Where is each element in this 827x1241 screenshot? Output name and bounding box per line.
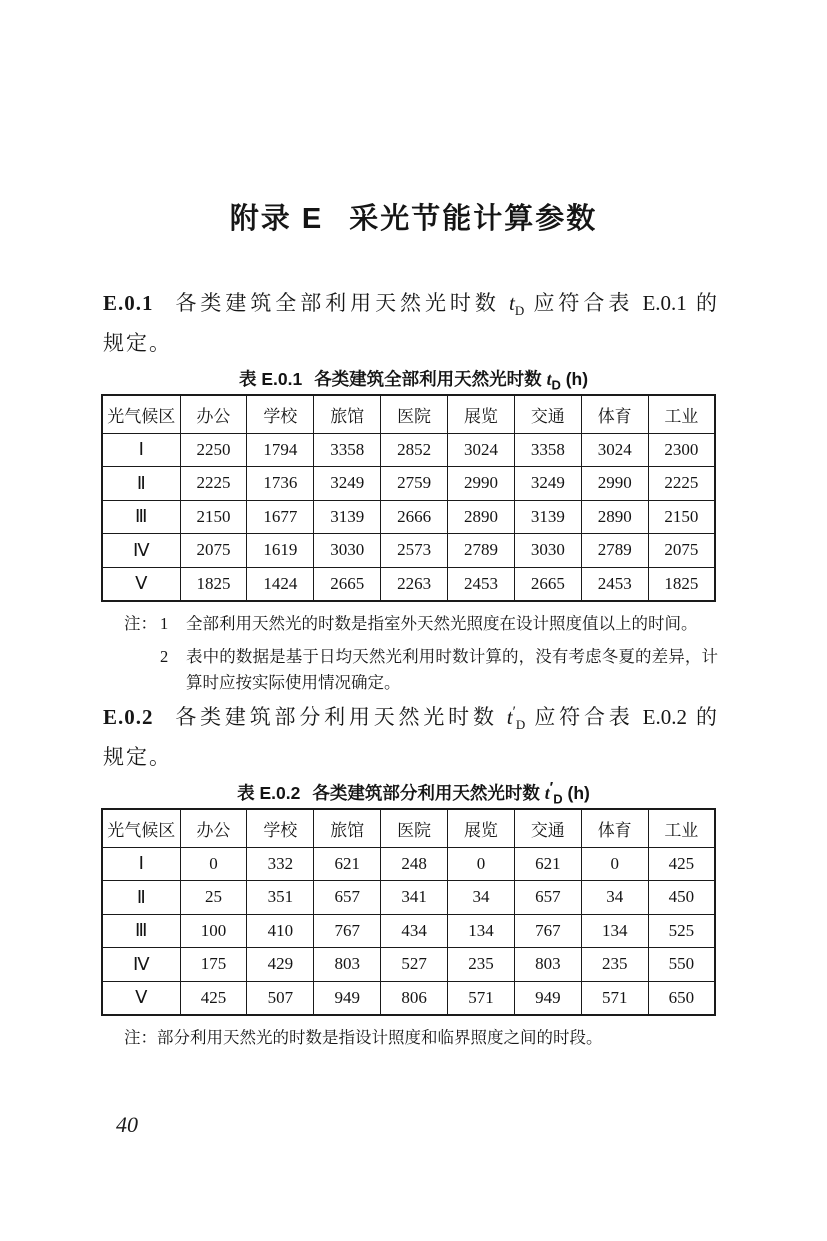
region-cell: Ⅴ [102, 981, 180, 1015]
table-cell: 2665 [314, 567, 381, 601]
note-text: 全部利用天然光的时数是指室外天然光照度在设计照度值以上的时间。 [186, 614, 698, 633]
table-cell: 803 [314, 948, 381, 982]
table-cell: 657 [314, 881, 381, 915]
table-cell: 550 [648, 948, 715, 982]
symbol-tdprime-prime: ′ [512, 704, 516, 720]
table-cell: 2789 [448, 534, 515, 568]
table-cell: 1825 [180, 567, 247, 601]
column-header: 体育 [581, 395, 648, 433]
table-row [102, 948, 715, 982]
table-e01-notes [124, 611, 718, 703]
table-e02-caption [0, 780, 827, 805]
table-cell: 0 [448, 847, 515, 881]
header-row [102, 809, 715, 847]
symbol-td-subscript: D [514, 303, 525, 319]
note-item [124, 611, 718, 637]
appendix-title-text: 采光节能计算参数 [349, 203, 598, 235]
symbol-tdprime-prime: ′ [549, 779, 554, 797]
table-cell: 806 [381, 981, 448, 1015]
table-cell: 507 [247, 981, 314, 1015]
clause-e01-line2: 规定。 [103, 331, 172, 355]
table-cell: 434 [381, 914, 448, 948]
table-cell: 657 [514, 881, 581, 915]
column-header: 学校 [247, 395, 314, 433]
column-header: 光气候区 [102, 395, 180, 433]
table-cell: 2150 [180, 500, 247, 534]
table-e02-caption-prefix: 表 E.0.2 [237, 783, 301, 803]
table-cell: 100 [180, 914, 247, 948]
clause-e01-label: E.0.1 [103, 291, 154, 315]
note-item [124, 644, 718, 696]
header-row [102, 395, 715, 433]
table-cell: 2890 [448, 500, 515, 534]
table-e01 [101, 394, 716, 602]
table-cell: 949 [314, 981, 381, 1015]
clause-e02-line2: 规定。 [103, 745, 172, 769]
symbol-td-subscript: D [551, 377, 561, 393]
table-cell: 2225 [648, 467, 715, 501]
table-cell: 1825 [648, 567, 715, 601]
table-cell: 2453 [581, 567, 648, 601]
table-cell: 2890 [581, 500, 648, 534]
table-cell: 3030 [514, 534, 581, 568]
column-header: 展览 [448, 809, 515, 847]
table-cell: 621 [314, 847, 381, 881]
appendix-label: 附录 E [229, 203, 324, 235]
table-e01-caption [0, 366, 827, 391]
table-cell: 34 [581, 881, 648, 915]
table-cell: 410 [247, 914, 314, 948]
table-e02-note [124, 1024, 718, 1048]
table-row [102, 981, 715, 1015]
table-e02 [101, 808, 716, 1016]
table-cell: 3024 [448, 433, 515, 467]
table-cell: 450 [648, 881, 715, 915]
table-cell: 571 [448, 981, 515, 1015]
table-e02-caption-title: 各类建筑部分利用天然光时数 [312, 783, 545, 803]
clause-e01 [103, 287, 717, 357]
column-header: 光气候区 [102, 809, 180, 847]
column-header: 旅馆 [314, 809, 381, 847]
table-cell: 134 [448, 914, 515, 948]
column-header: 医院 [381, 395, 448, 433]
table-cell: 650 [648, 981, 715, 1015]
table-row [102, 500, 715, 534]
table-cell: 2225 [180, 467, 247, 501]
table-row [102, 881, 715, 915]
table-cell: 425 [648, 847, 715, 881]
table-row [102, 467, 715, 501]
column-header: 医院 [381, 809, 448, 847]
symbol-tdprime-subscript: D [515, 717, 526, 733]
table-e02-caption-unit: (h) [562, 783, 590, 803]
column-header: 旅馆 [314, 395, 381, 433]
table-cell: 2990 [448, 467, 515, 501]
table-cell: 1424 [247, 567, 314, 601]
table-e01-caption-unit: (h) [560, 369, 589, 389]
table-row [102, 914, 715, 948]
note-label: 注： [124, 1028, 157, 1047]
table-cell: 0 [180, 847, 247, 881]
table-cell: 3358 [314, 433, 381, 467]
table-cell: 2300 [648, 433, 715, 467]
table-cell: 34 [448, 881, 515, 915]
table-cell: 332 [247, 847, 314, 881]
table-cell: 351 [247, 881, 314, 915]
table-cell: 425 [180, 981, 247, 1015]
region-cell: Ⅱ [102, 467, 180, 501]
table-cell: 2573 [381, 534, 448, 568]
table-cell: 2150 [648, 500, 715, 534]
table-row [102, 433, 715, 467]
table-cell: 134 [581, 914, 648, 948]
clause-e01-text-before: 各类建筑全部利用天然光时数 [171, 291, 510, 315]
note-number: 1 [160, 614, 169, 633]
table-cell: 527 [381, 948, 448, 982]
column-header: 办公 [180, 809, 247, 847]
table-row [102, 534, 715, 568]
table-cell: 525 [648, 914, 715, 948]
region-cell: Ⅰ [102, 847, 180, 881]
region-cell: Ⅲ [102, 500, 180, 534]
region-cell: Ⅰ [102, 433, 180, 467]
clause-e01-line1 [103, 287, 717, 317]
table-cell: 2789 [581, 534, 648, 568]
table-cell: 3030 [314, 534, 381, 568]
clause-e02-label: E.0.2 [103, 705, 154, 729]
clause-e02-text-after: 应符合表 E.0.2 的 [525, 705, 718, 729]
table-cell: 571 [581, 981, 648, 1015]
table-cell: 803 [514, 948, 581, 982]
table-cell: 2453 [448, 567, 515, 601]
table-cell: 3249 [314, 467, 381, 501]
page-number: 40 [116, 1112, 138, 1137]
table-cell: 621 [514, 847, 581, 881]
symbol-tdprime-subscript: D [553, 791, 563, 807]
table-e01-caption-title: 各类建筑全部利用天然光时数 [314, 369, 547, 389]
table-cell: 2852 [381, 433, 448, 467]
table-cell: 1619 [247, 534, 314, 568]
table-cell: 1736 [247, 467, 314, 501]
table-cell: 341 [381, 881, 448, 915]
table-row [102, 847, 715, 881]
region-cell: Ⅳ [102, 534, 180, 568]
note-text: 表中的数据是基于日均天然光利用时数计算的，没有考虑冬夏的差异，计算时应按实际使用情况确定。 [186, 647, 718, 692]
table-cell: 2990 [581, 467, 648, 501]
column-header: 交通 [514, 809, 581, 847]
symbol-td-base: t [509, 291, 515, 315]
table-cell: 0 [581, 847, 648, 881]
symbol-tdprime-base: t [506, 705, 513, 729]
column-header: 体育 [581, 809, 648, 847]
column-header: 学校 [247, 809, 314, 847]
column-header: 工业 [648, 809, 715, 847]
column-header: 办公 [180, 395, 247, 433]
clause-e01-text-after: 应符合表 E.0.1 的 [524, 291, 717, 315]
column-header: 展览 [448, 395, 515, 433]
clause-e02 [103, 701, 717, 771]
table-cell: 3024 [581, 433, 648, 467]
table-cell: 3139 [314, 500, 381, 534]
table-cell: 429 [247, 948, 314, 982]
table-cell: 235 [581, 948, 648, 982]
region-cell: Ⅱ [102, 881, 180, 915]
symbol-tdprime-base: t [544, 783, 550, 803]
table-cell: 2263 [381, 567, 448, 601]
table-cell: 767 [514, 914, 581, 948]
symbol-td-base: t [546, 369, 552, 389]
table-cell: 1677 [247, 500, 314, 534]
table-e01-caption-prefix: 表 E.0.1 [238, 369, 303, 389]
region-cell: Ⅳ [102, 948, 180, 982]
table-cell: 235 [448, 948, 515, 982]
region-cell: Ⅴ [102, 567, 180, 601]
table-cell: 2665 [514, 567, 581, 601]
column-header: 交通 [514, 395, 581, 433]
table-cell: 2250 [180, 433, 247, 467]
region-cell: Ⅲ [102, 914, 180, 948]
table-cell: 2666 [381, 500, 448, 534]
table-row [102, 567, 715, 601]
note-number: 2 [160, 647, 169, 666]
table-cell: 949 [514, 981, 581, 1015]
table-cell: 3249 [514, 467, 581, 501]
clause-e02-line1 [103, 701, 717, 731]
table-cell: 2075 [648, 534, 715, 568]
table-cell: 3139 [514, 500, 581, 534]
clause-e02-text-before: 各类建筑部分利用天然光时数 [171, 705, 507, 729]
table-cell: 25 [180, 881, 247, 915]
table-cell: 767 [314, 914, 381, 948]
table-cell: 1794 [247, 433, 314, 467]
column-header: 工业 [648, 395, 715, 433]
note-label: 注： [124, 614, 157, 633]
page-title [0, 196, 827, 237]
table-cell: 2075 [180, 534, 247, 568]
note-text: 部分利用天然光的时数是指设计照度和临界照度之间的时段。 [157, 1028, 603, 1047]
table-cell: 248 [381, 847, 448, 881]
table-cell: 2759 [381, 467, 448, 501]
table-cell: 175 [180, 948, 247, 982]
table-cell: 3358 [514, 433, 581, 467]
